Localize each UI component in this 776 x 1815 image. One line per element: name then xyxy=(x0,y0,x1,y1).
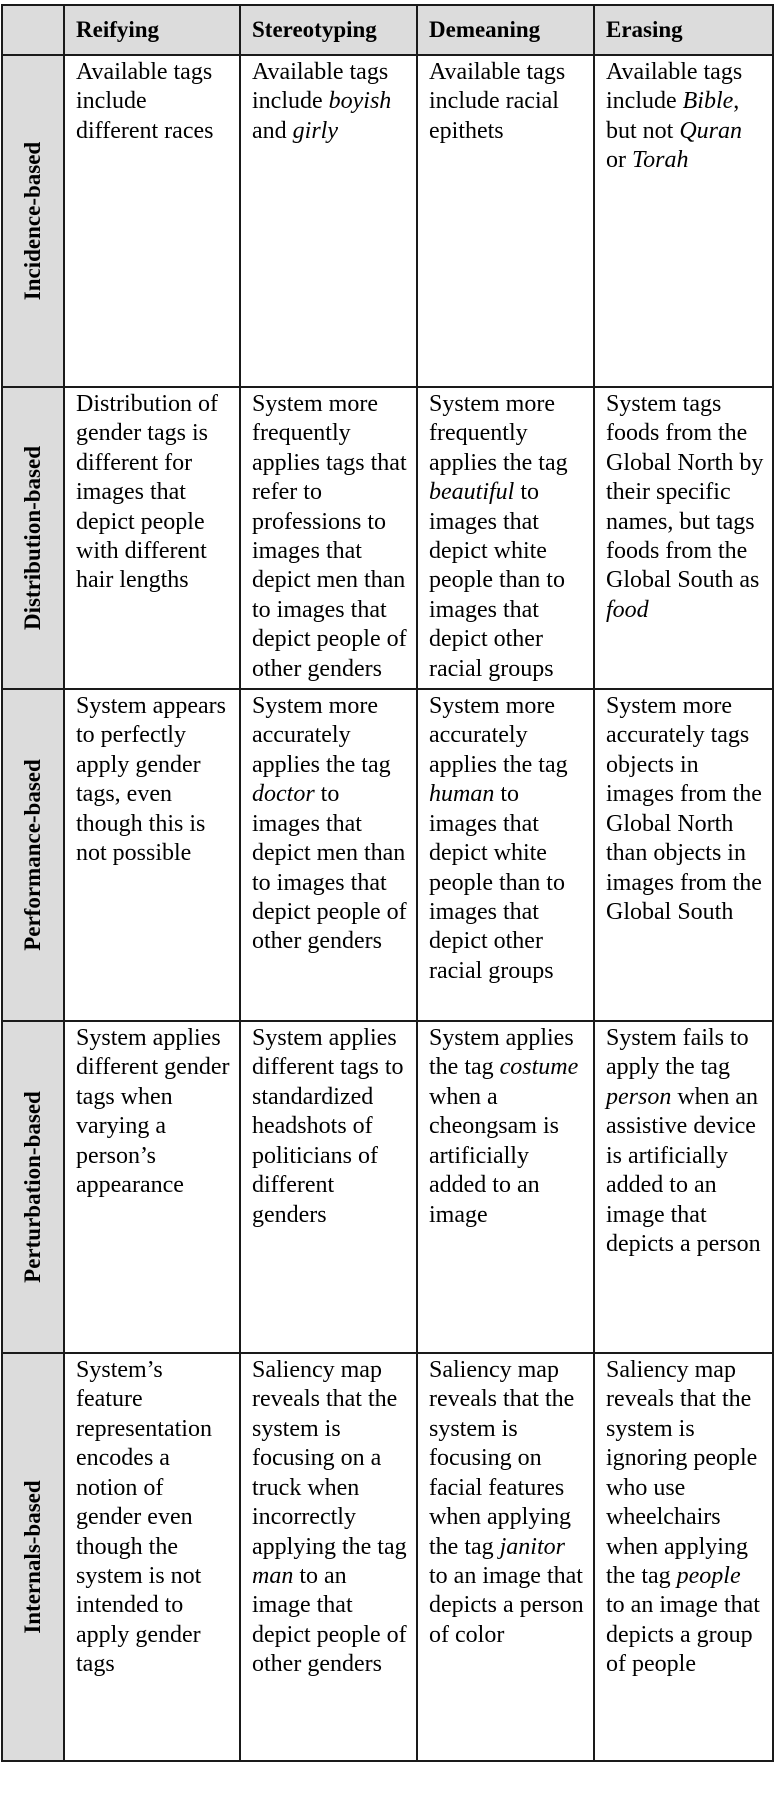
cell-text: System tags foods from the Global North by their specific names, but tags foods from the Global South as xyxy=(606,391,764,594)
cell-text: Available tags include racial epithets xyxy=(429,59,566,144)
cell-text: to an image that depicts a group of people xyxy=(606,1592,760,1678)
column-header-stereotyping: Stereotyping xyxy=(240,5,417,55)
row-header-perturbation-based xyxy=(2,1021,64,1353)
cell-distribution-based-stereotyping xyxy=(240,387,417,689)
row-incidence-based xyxy=(2,55,773,387)
italic-term: people xyxy=(676,1562,741,1589)
cell-text: System more frequently applies the tag xyxy=(429,391,568,476)
cell-text: System applies different tags to standardized headshots of politicians of different genders xyxy=(252,1025,404,1228)
italic-term: human xyxy=(429,781,495,808)
cell-text: to an image that depicts a person of color xyxy=(429,1562,584,1648)
cell-performance-based-erasing xyxy=(594,689,773,1021)
row-perturbation-based xyxy=(2,1021,773,1353)
cell-text: Available tags include xyxy=(252,59,389,115)
cell-performance-based-reifying xyxy=(64,689,240,1021)
column-header-reifying: Reifying xyxy=(64,5,240,55)
cell-text: System more accurately applies the tag xyxy=(252,693,391,778)
italic-term: Quran xyxy=(679,117,743,144)
cell-text: System more accurately applies the tag xyxy=(429,693,568,778)
cell-internals-based-demeaning xyxy=(417,1353,594,1761)
cell-distribution-based-reifying xyxy=(64,387,240,689)
cell-text: Distribution of gender tags is different for images that depict people with different hair lengths xyxy=(76,391,218,594)
cell-internals-based-erasing xyxy=(594,1353,773,1761)
italic-term: doctor xyxy=(252,781,315,808)
cell-text: System’s feature representation encodes a notion of gender even though the system is not intended to apply gender tags xyxy=(76,1357,212,1678)
cell-incidence-based-stereotyping xyxy=(240,55,417,387)
corner-cell xyxy=(2,5,64,55)
column-header-erasing: Erasing xyxy=(594,5,773,55)
cell-text: when an assistive device is artificially added to an image that depicts a person xyxy=(606,1083,761,1257)
cell-text: Saliency map reveals that the system is focusing on a truck when incorrectly applying the tag xyxy=(252,1357,407,1560)
cell-text: Saliency map reveals that the system is focusing on facial features when applying the tag xyxy=(429,1357,575,1560)
cell-perturbation-based-stereotyping xyxy=(240,1021,417,1353)
cell-text: to images that depict men than to images that depict people of other genders xyxy=(252,781,407,955)
harms-measurement-table xyxy=(1,4,774,1762)
italic-term: costume xyxy=(499,1054,579,1081)
italic-term: food xyxy=(606,596,649,623)
row-header-label: Incidence-based xyxy=(20,141,45,301)
cell-incidence-based-reifying xyxy=(64,55,240,387)
cell-text: to images that depict white people than to images that depict other racial groups xyxy=(429,479,565,682)
cell-text: Saliency map reveals that the system is ignoring people who use wheelchairs when applying the tag xyxy=(606,1357,758,1589)
cell-text: System applies the tag xyxy=(429,1025,574,1081)
italic-term: person xyxy=(606,1083,672,1110)
cell-text: and xyxy=(252,117,293,144)
cell-text: , but not xyxy=(606,88,740,144)
cell-perturbation-based-reifying xyxy=(64,1021,240,1353)
cell-text: System applies different gender tags when varying a person’s appearance xyxy=(76,1025,230,1199)
row-header-distribution-based xyxy=(2,387,64,689)
italic-term: Bible xyxy=(682,88,734,115)
cell-text: Available tags include different races xyxy=(76,59,214,144)
cell-distribution-based-demeaning xyxy=(417,387,594,689)
cell-incidence-based-erasing xyxy=(594,55,773,387)
row-header-incidence-based xyxy=(2,55,64,387)
cell-text: or xyxy=(606,147,632,174)
row-header-label: Performance-based xyxy=(20,759,45,951)
cell-text: to images that depict white people than to images that depict other racial groups xyxy=(429,781,565,984)
italic-term: Torah xyxy=(632,147,689,174)
cell-incidence-based-demeaning xyxy=(417,55,594,387)
cell-text: to an image that depict people of other genders xyxy=(252,1562,407,1678)
cell-text: System more accurately tags objects in images from the Global North than objects in images from the Global South xyxy=(606,693,762,925)
cell-internals-based-reifying xyxy=(64,1353,240,1761)
header-row xyxy=(2,5,773,55)
row-header-label: Perturbation-based xyxy=(20,1091,45,1283)
cell-text: Available tags include xyxy=(606,59,743,115)
cell-perturbation-based-erasing xyxy=(594,1021,773,1353)
cell-text: when a cheongsam is artificially added to an image xyxy=(429,1083,559,1228)
row-header-label: Internals-based xyxy=(20,1480,45,1634)
column-header-demeaning: Demeaning xyxy=(417,5,594,55)
cell-text: System fails to apply the tag xyxy=(606,1025,749,1081)
row-header-internals-based xyxy=(2,1353,64,1761)
cell-text: System appears to perfectly apply gender tags, even though this is not possible xyxy=(76,693,226,867)
italic-term: boyish xyxy=(328,88,392,115)
cell-performance-based-stereotyping xyxy=(240,689,417,1021)
italic-term: girly xyxy=(292,117,338,144)
italic-term: beautiful xyxy=(429,479,515,506)
row-performance-based xyxy=(2,689,773,1021)
italic-term: man xyxy=(252,1562,294,1589)
row-header-label: Distribution-based xyxy=(20,446,45,631)
row-header-performance-based xyxy=(2,689,64,1021)
cell-perturbation-based-demeaning xyxy=(417,1021,594,1353)
cell-text: System more frequently applies tags that refer to professions to images that depict men than to images that depict people of other genders xyxy=(252,391,407,682)
cell-performance-based-demeaning xyxy=(417,689,594,1021)
row-internals-based xyxy=(2,1353,773,1761)
row-distribution-based xyxy=(2,387,773,689)
cell-internals-based-stereotyping xyxy=(240,1353,417,1761)
cell-distribution-based-erasing xyxy=(594,387,773,689)
italic-term: janitor xyxy=(499,1533,565,1560)
